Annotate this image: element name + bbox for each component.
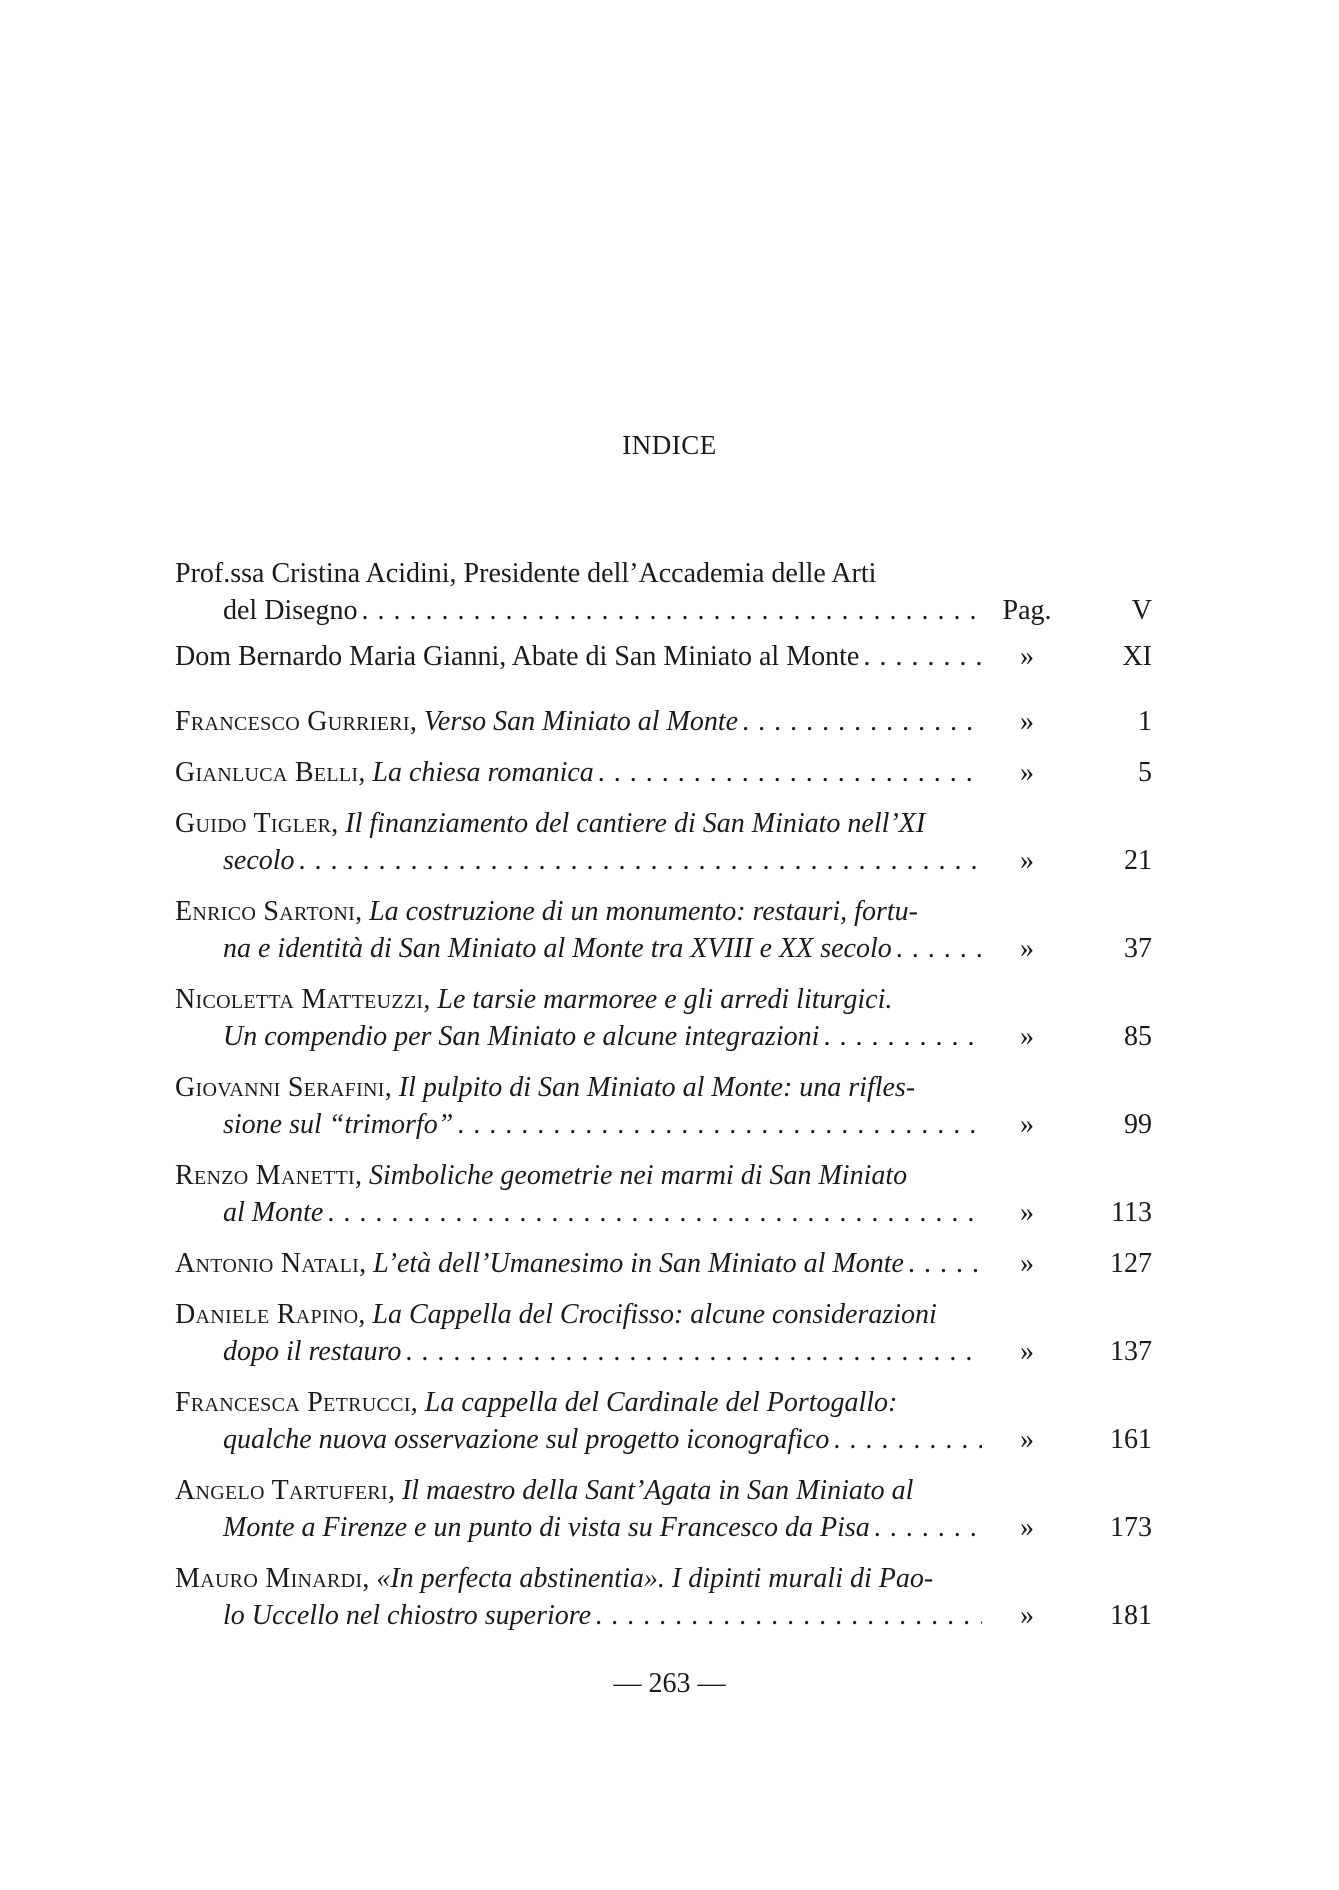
toc-entry-tigler: Guido Tigler , Il finanziamento del cantiere di San Miniato nell’XI secolo . . . » 21	[175, 805, 1155, 879]
entry-title-continued: dopo il restauro	[223, 1336, 402, 1367]
dot-leader	[405, 1333, 982, 1370]
toc-entry-petrucci: Francesca Petrucci , La cappella del Cardinale del Portogallo: qualche nuova osservazione sul progetto iconografico . . . » 161	[175, 1384, 1155, 1458]
toc-entry-tartuferi: Angelo Tartuferi , Il maestro della Sant’Agata in San Miniato al Monte a Firenze e un punto di vista su Francesco da Pisa . . . » 173	[175, 1472, 1155, 1546]
page-marker: »	[1020, 1512, 1034, 1543]
entry-title-continued: na e identità di San Miniato al Monte tra XVIII e XX secolo	[223, 933, 892, 964]
entry-title-continued: lo Uccello nel chiostro superiore	[223, 1600, 592, 1631]
entry-title: La costruzione di un monumento: restauri, fortu-	[369, 896, 918, 927]
page-marker: »	[1020, 641, 1034, 672]
page-number: 37	[1124, 933, 1152, 964]
page-marker: »	[1020, 1248, 1034, 1279]
entry-title: Il maestro della Sant’Agata in San Miniato al	[401, 1475, 914, 1506]
table-of-contents	[175, 555, 1155, 1634]
toc-entry-rapino: Daniele Rapino , La Cappella del Crocifisso: alcune considerazioni dopo il restauro . . . » 137	[175, 1296, 1155, 1370]
toc-entry-acidini	[175, 555, 1155, 629]
page-number: XI	[1122, 641, 1152, 672]
entry-author: Giovanni Serafini	[175, 1072, 385, 1103]
page-marker: »	[1020, 933, 1034, 964]
toc-entry-natali: Antonio Natali , L’età dell’Umanesimo in San Miniato al Monte . . . » 127	[175, 1245, 1155, 1282]
entry-title-continued: Monte a Firenze e un punto di vista su Francesco da Pisa	[223, 1512, 870, 1543]
entry-title-continued: sione sul “trimorfo”	[223, 1109, 454, 1140]
entry-author: Francesca Petrucci	[175, 1387, 411, 1418]
folio-page-number: — 263 —	[613, 1668, 726, 1699]
entry-line: Prof.ssa Cristina Acidini, Presidente dell’Accademia delle Arti	[175, 558, 877, 589]
entry-title: Verso San Miniato al Monte	[423, 706, 739, 737]
entry-title: Il pulpito di San Miniato al Monte: una rifles-	[398, 1072, 916, 1103]
entry-author: Mauro Minardi	[175, 1563, 363, 1594]
entry-author: Renzo Manetti	[175, 1160, 355, 1191]
toc-entry-belli: Gianluca Belli , La chiesa romanica . . . » 5	[175, 754, 1155, 791]
page-number: 127	[1110, 1248, 1152, 1279]
entry-author: Enrico Sartoni	[175, 896, 356, 927]
toc-entry-manetti: Renzo Manetti , Simboliche geometrie nei marmi di San Miniato al Monte . . . » 113	[175, 1157, 1155, 1231]
dot-leader	[742, 703, 982, 740]
page-marker: »	[1020, 1021, 1034, 1052]
entry-title: La chiesa romanica	[372, 757, 594, 788]
entry-title-continued: secolo	[223, 845, 295, 876]
page-number: 113	[1111, 1197, 1152, 1228]
page-marker: »	[1020, 1336, 1034, 1367]
dot-leader	[362, 592, 982, 629]
dot-leader	[327, 1194, 982, 1231]
entry-title: Le tarsie marmoree e gli arredi liturgici.	[437, 984, 893, 1015]
toc-entry-minardi: Mauro Minardi , «In perfecta abstinentia». I dipinti murali di Pao- lo Uccello nel chiostro superiore . . . » 181	[175, 1560, 1155, 1634]
page-marker: »	[1020, 706, 1034, 737]
dot-leader	[823, 1018, 982, 1055]
dot-leader	[598, 754, 982, 791]
page-number: 181	[1110, 1600, 1152, 1631]
entry-title-continued: al Monte	[223, 1197, 324, 1228]
dot-leader	[457, 1106, 982, 1143]
entry-line: Dom Bernardo Maria Gianni, Abate di San Miniato al Monte	[175, 641, 860, 672]
toc-entry-gurrieri: Francesco Gurrieri , Verso San Miniato al Monte . . . » 1	[175, 703, 1155, 740]
page-number: 161	[1110, 1424, 1152, 1455]
entry-title: L’età dell’Umanesimo in San Miniato al Monte	[373, 1248, 904, 1279]
entry-line: del Disegno	[223, 595, 358, 626]
page-number: 173	[1110, 1512, 1152, 1543]
dot-leader	[908, 1245, 982, 1282]
page-marker: »	[1020, 845, 1034, 876]
dot-leader	[874, 1509, 982, 1546]
dot-leader	[863, 638, 982, 675]
entry-title: Simboliche geometrie nei marmi di San Miniato	[369, 1160, 908, 1191]
dot-leader	[896, 930, 982, 967]
toc-entry-sartoni: Enrico Sartoni , La costruzione di un monumento: restauri, fortu- na e identità di San Miniato al Monte tra XVIII e XX secolo . . . » 37	[175, 893, 1155, 967]
page-number: 85	[1124, 1021, 1152, 1052]
toc-entry-gianni	[175, 638, 1155, 675]
page-title: INDICE	[622, 430, 717, 460]
entry-title-continued: Un compendio per San Miniato e alcune integrazioni	[223, 1021, 820, 1052]
entry-title: La cappella del Cardinale del Portogallo:	[424, 1387, 898, 1418]
page-marker: Pag.	[1002, 595, 1052, 626]
page-marker: »	[1020, 1600, 1034, 1631]
entry-author: Gianluca Belli	[175, 757, 359, 788]
dot-leader	[833, 1421, 982, 1458]
page-number: 137	[1110, 1336, 1152, 1367]
dot-leader	[595, 1597, 982, 1634]
entry-title: Il finanziamento del cantiere di San Miniato nell’XI	[345, 808, 926, 839]
dot-leader	[299, 842, 982, 879]
page-number: 1	[1138, 706, 1152, 737]
page-number: 21	[1124, 845, 1152, 876]
page-marker: »	[1020, 1109, 1034, 1140]
page-number: 5	[1138, 757, 1152, 788]
entry-title: La Cappella del Crocifisso: alcune considerazioni	[372, 1299, 937, 1330]
page-number: 99	[1124, 1109, 1152, 1140]
entry-author: Angelo Tartuferi	[175, 1475, 388, 1506]
toc-entry-matteuzzi: Nicoletta Matteuzzi , Le tarsie marmoree e gli arredi liturgici. Un compendio per San Miniato e alcune integrazioni . . . » 85	[175, 981, 1155, 1055]
entry-title: «In perfecta abstinentia». I dipinti murali di Pao-	[376, 1563, 934, 1594]
entry-title-continued: qualche nuova osservazione sul progetto iconografico	[223, 1424, 830, 1455]
page-marker: »	[1020, 1197, 1034, 1228]
entry-author: Francesco Gurrieri	[175, 706, 410, 737]
entry-author: Daniele Rapino	[175, 1299, 359, 1330]
entry-author: Nicoletta Matteuzzi	[175, 984, 424, 1015]
entry-author: Guido Tigler	[175, 808, 332, 839]
entry-author: Antonio Natali	[175, 1248, 360, 1279]
toc-entry-serafini: Giovanni Serafini , Il pulpito di San Miniato al Monte: una rifles- sione sul “trimorfo” . . . » 99	[175, 1069, 1155, 1143]
page-marker: »	[1020, 757, 1034, 788]
page-number: V	[1131, 595, 1152, 626]
page-marker: »	[1020, 1424, 1034, 1455]
